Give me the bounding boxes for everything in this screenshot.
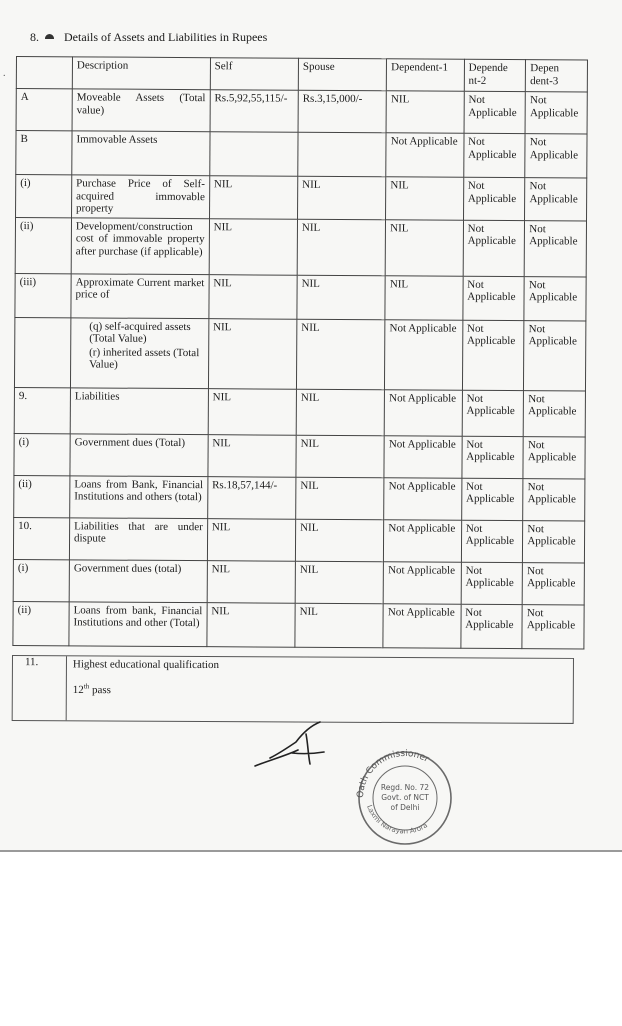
cell-dependent-3: Not Applicable bbox=[524, 390, 586, 436]
seal-line-2: Govt. of NCT bbox=[381, 793, 429, 802]
cell-self: NIL bbox=[207, 602, 296, 647]
row-description: Development/construction cost of immovable property after purchase (if applicable) bbox=[71, 217, 209, 274]
sub-item-r: (r) inherited assets (Total Value) bbox=[89, 345, 200, 371]
punch-mark-icon bbox=[45, 34, 54, 39]
row-description: Purchase Price of Self-acquired immovable property bbox=[71, 175, 209, 218]
table-row bbox=[16, 175, 587, 221]
row-number: (i) bbox=[13, 559, 69, 601]
row-number: (ii) bbox=[15, 217, 71, 273]
cell-dependent-2: Not Applicable bbox=[461, 562, 523, 604]
education-value-main: 12 bbox=[72, 683, 84, 697]
header-cell-number bbox=[16, 57, 72, 89]
cell-spouse: NIL bbox=[296, 477, 385, 520]
row-description: Loans from bank, Financial Institutions and other (Total) bbox=[69, 601, 207, 646]
header-dependent-1: Dependent-1 bbox=[387, 59, 465, 91]
seal-line-1: Regd. No. 72 bbox=[380, 783, 430, 792]
cell-dependent-1: Not Applicable bbox=[383, 561, 461, 603]
table-row bbox=[14, 387, 585, 436]
cell-dependent-3: Not Applicable bbox=[525, 92, 587, 134]
cell-dependent-2: Not Applicable bbox=[461, 604, 523, 648]
row-number: A bbox=[16, 89, 72, 131]
section-title: Details of Assets and Liabilities in Rupees bbox=[64, 30, 268, 44]
table-row bbox=[13, 559, 584, 604]
cell-spouse: Rs.3,15,000/- bbox=[298, 90, 387, 133]
education-value bbox=[73, 682, 111, 696]
cell-dependent-3: Not Applicable bbox=[525, 134, 587, 178]
oath-commissioner-seal bbox=[345, 748, 465, 848]
cell-spouse: NIL bbox=[296, 435, 385, 478]
sub-item-q: (q) self-acquired assets (Total Value) bbox=[89, 319, 191, 345]
cell-dependent-1: NIL bbox=[386, 91, 464, 133]
cell-dependent-1: Not Applicable bbox=[384, 435, 462, 477]
section-number: 8. bbox=[30, 30, 39, 44]
row-number: B bbox=[16, 131, 72, 175]
row-description: Moveable Assets (Total value) bbox=[72, 89, 210, 132]
seal-top-text: Oath Commissioner bbox=[355, 748, 431, 799]
cell-spouse: NIL bbox=[296, 319, 385, 390]
row-description: Liabilities bbox=[70, 387, 208, 434]
cell-dependent-1: Not Applicable bbox=[385, 319, 463, 389]
cell-dependent-2: Not Applicable bbox=[463, 276, 525, 320]
seal-bottom-text: Laxmi Narayan Arora bbox=[365, 803, 429, 836]
row-number: (i) bbox=[14, 433, 70, 475]
table-row bbox=[16, 89, 587, 134]
cell-dependent-2: Not Applicable bbox=[462, 390, 524, 436]
signature-icon bbox=[250, 720, 330, 775]
cell-dependent-2: Not Applicable bbox=[462, 436, 524, 478]
row-description: Liabilities that are under dispute bbox=[69, 517, 207, 560]
table-header-row bbox=[16, 57, 587, 92]
row-description: Government dues (total) bbox=[69, 559, 207, 602]
cell-dependent-3: Not Applicable bbox=[523, 478, 585, 520]
table-row bbox=[14, 317, 585, 390]
table-row bbox=[14, 475, 585, 520]
cell-dependent-2: Not Applicable bbox=[463, 177, 525, 220]
cell-dependent-2: Not Applicable bbox=[461, 478, 523, 520]
row-number: (ii) bbox=[14, 475, 70, 517]
cell-spouse: NIL bbox=[297, 275, 386, 320]
cell-self: NIL bbox=[209, 274, 298, 319]
row-description: Immovable Assets bbox=[72, 131, 210, 176]
row-description: Loans from Bank, Financial Institutions and others (total) bbox=[70, 475, 208, 518]
row-number bbox=[14, 317, 70, 387]
cell-self: NIL bbox=[208, 388, 297, 435]
cell-dependent-1: NIL bbox=[386, 177, 464, 220]
cell-dependent-2: Not Applicable bbox=[463, 220, 525, 276]
cell-dependent-3: Not Applicable bbox=[524, 320, 586, 390]
cell-self: NIL bbox=[208, 318, 297, 389]
row-description bbox=[70, 317, 208, 388]
header-spouse: Spouse bbox=[298, 58, 386, 91]
education-value-sup: th bbox=[83, 682, 90, 691]
education-label: Highest educational qualification bbox=[72, 658, 219, 672]
education-section bbox=[12, 655, 574, 724]
header-dependent-2: Depende nt-2 bbox=[464, 59, 526, 91]
cell-dependent-2: Not Applicable bbox=[463, 133, 525, 177]
row-description: Approximate Current market price of bbox=[71, 273, 209, 318]
cell-spouse: NIL bbox=[297, 219, 386, 276]
table-row bbox=[15, 217, 586, 276]
table-row bbox=[15, 273, 586, 320]
row-number: (i) bbox=[16, 175, 72, 218]
cell-spouse: NIL bbox=[295, 561, 384, 604]
cell-dependent-2: Not Applicable bbox=[464, 91, 526, 133]
seal-line-3: of Delhi bbox=[390, 803, 420, 812]
row-number: (ii) bbox=[13, 601, 69, 645]
cell-dependent-2: Not Applicable bbox=[462, 320, 524, 390]
cell-spouse bbox=[298, 132, 387, 177]
row-number: 10. bbox=[13, 517, 69, 559]
education-value-rest: pass bbox=[89, 684, 112, 697]
cell-dependent-3: Not Applicable bbox=[524, 276, 586, 320]
cell-dependent-1: NIL bbox=[385, 275, 463, 319]
cell-spouse: NIL bbox=[297, 176, 386, 219]
cell-dependent-3: Not Applicable bbox=[523, 520, 585, 562]
cell-dependent-2: Not Applicable bbox=[461, 520, 523, 562]
table-row bbox=[13, 601, 584, 648]
cell-dependent-1: Not Applicable bbox=[384, 477, 462, 519]
cell-dependent-1: NIL bbox=[385, 219, 463, 275]
cell-self: NIL bbox=[209, 176, 298, 219]
cell-dependent-1: Not Applicable bbox=[383, 603, 461, 647]
cell-dependent-3: Not Applicable bbox=[524, 220, 586, 276]
margin-mark: . bbox=[3, 68, 6, 79]
header-self: Self bbox=[210, 58, 298, 91]
cell-dependent-3: Not Applicable bbox=[523, 436, 585, 478]
table-row bbox=[14, 433, 585, 478]
row-number: 9. bbox=[14, 387, 70, 433]
section-heading bbox=[30, 30, 267, 45]
cell-self: NIL bbox=[207, 518, 296, 561]
cell-self: Rs.18,57,144/- bbox=[207, 476, 296, 519]
cell-spouse: NIL bbox=[296, 389, 385, 436]
table-row bbox=[16, 131, 587, 178]
page-bottom-margin bbox=[0, 850, 622, 1026]
header-dependent-3: Depen dent-3 bbox=[526, 60, 588, 92]
cell-dependent-3: Not Applicable bbox=[522, 604, 584, 648]
education-number: 11. bbox=[17, 656, 67, 720]
cell-self: Rs.5,92,55,115/- bbox=[210, 90, 299, 133]
row-number: (iii) bbox=[15, 273, 71, 317]
header-description: Description bbox=[72, 57, 210, 90]
cell-self: NIL bbox=[208, 434, 297, 477]
cell-dependent-1: Not Applicable bbox=[384, 389, 462, 435]
cell-self: NIL bbox=[207, 560, 296, 603]
cell-dependent-3: Not Applicable bbox=[522, 562, 584, 604]
cell-spouse: NIL bbox=[295, 519, 384, 562]
table-row bbox=[13, 517, 584, 562]
cell-dependent-3: Not Applicable bbox=[525, 178, 587, 221]
cell-spouse: NIL bbox=[295, 603, 384, 648]
cell-self: NIL bbox=[209, 218, 298, 275]
cell-dependent-1: Not Applicable bbox=[384, 519, 462, 561]
row-description: Government dues (Total) bbox=[70, 433, 208, 476]
cell-self bbox=[210, 132, 299, 177]
cell-dependent-1: Not Applicable bbox=[386, 133, 464, 177]
assets-liabilities-table bbox=[12, 56, 588, 649]
